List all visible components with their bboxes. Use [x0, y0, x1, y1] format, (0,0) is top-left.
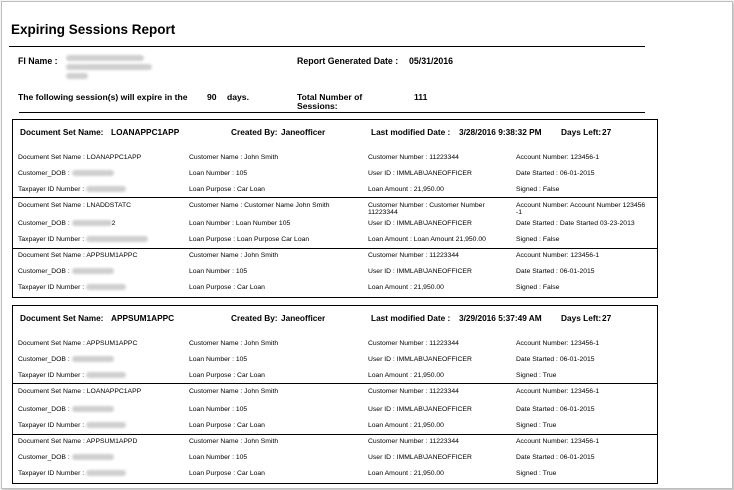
- record-customer-name: Customer Name : John Smith: [189, 438, 279, 445]
- record-signed: Signed : True: [516, 372, 557, 379]
- record-signed: Signed : False: [516, 186, 560, 193]
- created-by-value: Janeofficer: [281, 127, 326, 137]
- record-loan-amount: Loan Amount : 21,950.00: [368, 186, 444, 193]
- sessions-text: The following session(s) will expire in the: [18, 92, 188, 102]
- record-customer-dob: Customer_DOB :: [18, 268, 114, 276]
- record-user-id: User ID : IMMLAB\JANEOFFICER: [368, 170, 472, 177]
- record-taxpayer-id: Taxpayer ID Number :: [18, 422, 126, 430]
- record-loan-number: Loan Number : 105: [189, 170, 248, 177]
- fi-name-label: FI Name :: [18, 56, 58, 66]
- record-customer-name: Customer Name : Customer Name John Smith: [189, 202, 330, 209]
- doc-set-name-value: LOANAPPC1APP: [111, 127, 180, 137]
- record-loan-purpose: Loan Purpose : Car Loan: [189, 422, 265, 429]
- record-customer-name: Customer Name : John Smith: [189, 340, 279, 347]
- days-left-label: Days Left:: [561, 313, 602, 323]
- report-page: [1, 1, 733, 489]
- created-by-value: Janeofficer: [281, 313, 326, 323]
- record-taxpayer-id: Taxpayer ID Number :: [18, 470, 126, 478]
- record-customer-number: Customer Number : 11223344: [368, 154, 459, 161]
- last-modified-label: Last modified Date :: [371, 127, 451, 137]
- record-customer-number: Customer Number : 11223344: [368, 388, 459, 395]
- record-user-id: User ID : IMMLAB\JANEOFFICER: [368, 356, 472, 363]
- record-taxpayer-id: Taxpayer ID Number :: [18, 186, 126, 194]
- record-signed: Signed : False: [516, 236, 560, 243]
- record-taxpayer-id: Taxpayer ID Number :: [18, 284, 126, 292]
- record-customer-number: Customer Number : 11223344: [368, 252, 459, 259]
- record-doc-set-name: Document Set Name : LOANAPPC1APP: [18, 154, 142, 161]
- document-set-group: [12, 305, 658, 484]
- record-loan-number: Loan Number : 105: [189, 268, 248, 275]
- record-user-id: User ID : IMMLAB\JANEOFFICER: [368, 220, 472, 227]
- record-customer-number: Customer Number : 11223344: [368, 340, 459, 347]
- record-account-number: Account Number: 123456-1: [516, 388, 600, 395]
- record-doc-set-name: Document Set Name : LNADDSTATC: [18, 202, 132, 209]
- record-customer-number-cont: 11223344: [368, 209, 398, 216]
- record-customer-name: Customer Name : John Smith: [189, 252, 279, 259]
- record-divider: [13, 434, 657, 435]
- record-account-number-cont: -1: [516, 209, 523, 216]
- record-signed: Signed : True: [516, 470, 557, 477]
- record-date-started: Date Started : 06-01-2015: [516, 454, 595, 461]
- last-modified-value: 3/29/2016 5:37:49 AM: [459, 313, 542, 323]
- record-account-number: Account Number: 123456-1: [516, 252, 600, 259]
- days-left-value: 27: [602, 313, 612, 323]
- record-date-started: Date Started : Date Started 03-23-2013: [516, 220, 635, 227]
- record-doc-set-name: Document Set Name : LOANAPPC1APP: [18, 388, 142, 395]
- record-user-id: User ID : IMMLAB\JANEOFFICER: [368, 406, 472, 413]
- sessions-days: 90: [207, 92, 217, 102]
- record-signed: Signed : False: [516, 284, 560, 291]
- doc-set-name-label: Document Set Name:: [20, 127, 104, 137]
- report-date-label: Report Generated Date :: [297, 56, 399, 66]
- record-customer-number: Customer Number : 11223344: [368, 438, 459, 445]
- record-doc-set-name: Document Set Name : APPSUM1APPC: [18, 252, 138, 259]
- record-divider: [13, 197, 657, 198]
- record-divider: [13, 383, 657, 384]
- record-loan-amount: Loan Amount : 21,950.00: [368, 372, 444, 379]
- record-doc-set-name: Document Set Name : APPSUM1APPD: [18, 438, 138, 445]
- days-left-value: 27: [602, 127, 612, 137]
- record-account-number: Account Number: 123456-1: [516, 340, 600, 347]
- total-sessions-value: 111: [414, 92, 428, 102]
- record-account-number: Account Number: 123456-1: [516, 154, 600, 161]
- record-date-started: Date Started : 06-01-2015: [516, 406, 595, 413]
- record-customer-dob: Customer_DOB :: [18, 170, 114, 178]
- days-left-label: Days Left:: [561, 127, 602, 137]
- record-user-id: User ID : IMMLAB\JANEOFFICER: [368, 268, 472, 275]
- record-taxpayer-id: Taxpayer ID Number :: [18, 236, 148, 244]
- last-modified-value: 3/28/2016 9:38:32 PM: [459, 127, 542, 137]
- record-date-started: Date Started : 06-01-2015: [516, 356, 595, 363]
- record-customer-dob: Customer_DOB : 2: [18, 220, 116, 227]
- sessions-days-unit: days.: [227, 92, 249, 102]
- record-customer-name: Customer Name : John Smith: [189, 388, 279, 395]
- document-set-group: [12, 119, 658, 298]
- title-divider: [9, 46, 645, 47]
- record-loan-amount: Loan Amount : 21,950.00: [368, 422, 444, 429]
- last-modified-label: Last modified Date :: [371, 313, 451, 323]
- record-loan-number: Loan Number : 105: [189, 454, 248, 461]
- record-customer-dob: Customer_DOB :: [18, 356, 114, 364]
- record-customer-name: Customer Name : John Smith: [189, 154, 279, 161]
- record-loan-number: Loan Number : 105: [189, 356, 248, 363]
- doc-set-name-label: Document Set Name:: [20, 313, 104, 323]
- report-title: Expiring Sessions Report: [11, 22, 176, 37]
- record-loan-amount: Loan Amount : 21,950.00: [368, 470, 444, 477]
- fi-name-redacted: [66, 55, 152, 83]
- total-label-line1: Total Number of: [297, 92, 363, 102]
- record-account-number: Account Number: Account Number 123456: [516, 202, 646, 209]
- record-customer-number: Customer Number : Customer Number: [368, 202, 485, 209]
- record-user-id: User ID : IMMLAB\JANEOFFICER: [368, 454, 472, 461]
- record-date-started: Date Started : 06-01-2015: [516, 268, 595, 275]
- record-doc-set-name: Document Set Name : APPSUM1APPC: [18, 340, 138, 347]
- header-divider: [19, 112, 645, 113]
- doc-set-name-value: APPSUM1APPC: [111, 313, 175, 323]
- record-loan-purpose: Loan Purpose : Car Loan: [189, 284, 265, 291]
- record-loan-amount: Loan Amount : 21,950.00: [368, 284, 444, 291]
- record-loan-amount: Loan Amount : Loan Amount 21,950.00: [368, 236, 486, 243]
- created-by-label: Created By:: [231, 313, 278, 323]
- record-loan-number: Loan Number : Loan Number 105: [189, 220, 291, 227]
- record-loan-purpose: Loan Purpose : Loan Purpose Car Loan: [189, 236, 310, 243]
- record-customer-dob: Customer_DOB :: [18, 454, 114, 462]
- record-loan-purpose: Loan Purpose : Car Loan: [189, 470, 265, 477]
- record-divider: [13, 248, 657, 249]
- record-date-started: Date Started : 06-01-2015: [516, 170, 595, 177]
- record-loan-purpose: Loan Purpose : Car Loan: [189, 186, 265, 193]
- record-loan-number: Loan Number : 105: [189, 406, 248, 413]
- record-customer-dob: Customer_DOB :: [18, 406, 114, 414]
- created-by-label: Created By:: [231, 127, 278, 137]
- record-signed: Signed : True: [516, 422, 557, 429]
- record-loan-purpose: Loan Purpose : Car Loan: [189, 372, 265, 379]
- total-label-line2: Sessions:: [297, 101, 338, 111]
- report-date-value: 05/31/2016: [409, 56, 454, 66]
- record-taxpayer-id: Taxpayer ID Number :: [18, 372, 126, 380]
- record-account-number: Account Number: 123456-1: [516, 438, 600, 445]
